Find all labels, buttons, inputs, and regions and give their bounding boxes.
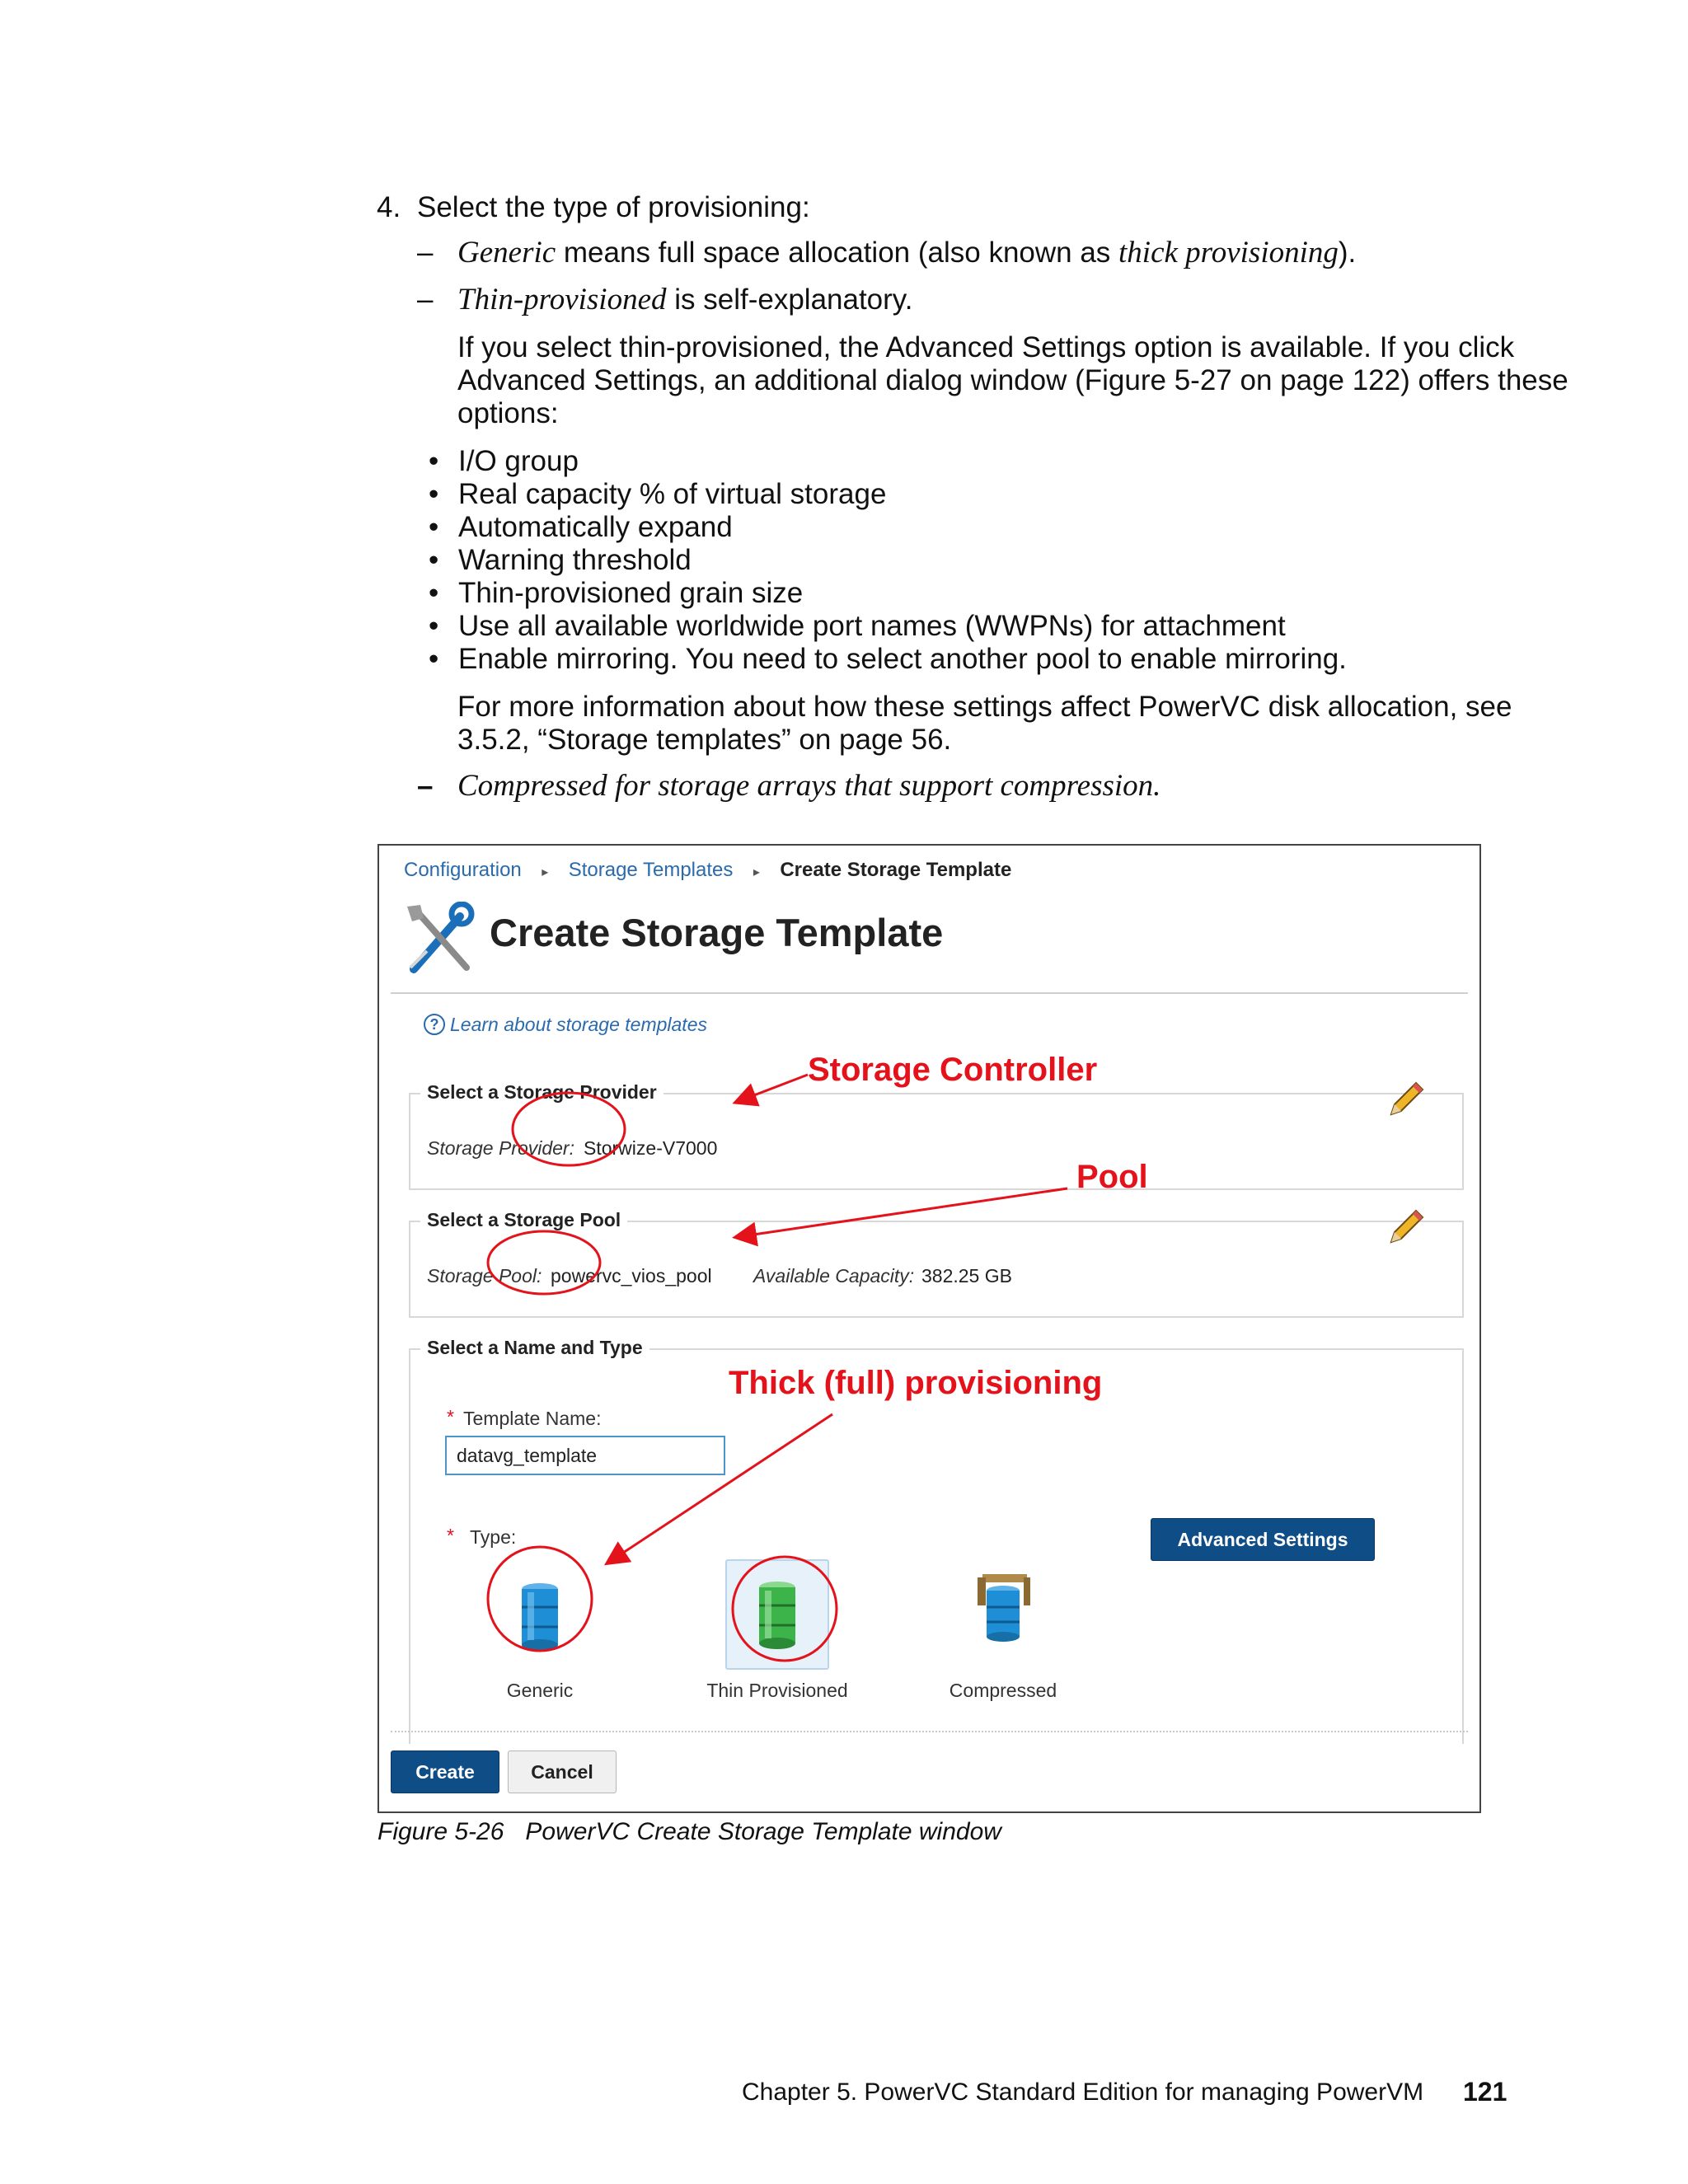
bullet-item: • Thin-provisioned grain size bbox=[458, 577, 803, 610]
capacity-label: Available Capacity: bbox=[753, 1265, 915, 1286]
term-thick: thick provisioning bbox=[1118, 236, 1339, 269]
breadcrumb-configuration[interactable]: Configuration bbox=[404, 859, 522, 881]
provider-legend: Select a Storage Provider bbox=[420, 1081, 663, 1104]
breadcrumb-current: Create Storage Template bbox=[780, 859, 1012, 881]
dash-3: – bbox=[417, 770, 434, 802]
type-thin-label[interactable]: Thin Provisioned bbox=[706, 1680, 848, 1701]
dash-item-generic: Generic means full space allocation (also known as thick provisioning). bbox=[457, 236, 1357, 269]
generic-highlight-circle bbox=[488, 1547, 592, 1651]
para1-line3: options: bbox=[457, 397, 559, 429]
breadcrumb-storage-templates[interactable]: Storage Templates bbox=[568, 859, 734, 881]
annotation-overlay bbox=[379, 846, 1481, 1813]
type-label: Type: bbox=[470, 1526, 517, 1548]
step-text: Select the type of provisioning: bbox=[417, 191, 810, 223]
page-number: 121 bbox=[1463, 2077, 1507, 2107]
annotation-storage-controller: Storage Controller bbox=[808, 1052, 1098, 1088]
required-mark: * bbox=[447, 1406, 454, 1427]
type-generic-label[interactable]: Generic bbox=[506, 1680, 574, 1701]
figure-frame bbox=[377, 844, 1481, 1813]
provider-label: Storage Provider: bbox=[427, 1137, 574, 1159]
name-type-legend: Select a Name and Type bbox=[420, 1337, 649, 1359]
term-generic: Generic bbox=[457, 236, 556, 269]
caption-label: Figure 5-26 bbox=[377, 1818, 504, 1845]
capacity-value: 382.25 GB bbox=[921, 1265, 1012, 1286]
cancel-button[interactable]: Cancel bbox=[508, 1750, 617, 1793]
thin-highlight-circle bbox=[733, 1557, 837, 1661]
annotation-thick: Thick (full) provisioning bbox=[729, 1365, 1103, 1401]
dash-2: – bbox=[417, 284, 434, 316]
bullet-item: • Warning threshold bbox=[458, 544, 692, 577]
footer-chapter: Chapter 5. PowerVC Standard Edition for managing PowerVM bbox=[742, 2079, 1424, 2106]
pool-value[interactable]: powervc_vios_pool bbox=[551, 1265, 712, 1286]
figure-caption bbox=[377, 1818, 1001, 1846]
bullet-item: • Real capacity % of virtual storage bbox=[458, 478, 886, 511]
template-name-label: Template Name: bbox=[463, 1408, 602, 1429]
pool-arrow bbox=[737, 1188, 1067, 1237]
bullet-item: • Automatically expand bbox=[458, 511, 733, 544]
advanced-settings-button[interactable]: Advanced Settings bbox=[1151, 1518, 1375, 1561]
pool-legend: Select a Storage Pool bbox=[420, 1209, 627, 1231]
storage-controller-arrow bbox=[737, 1075, 808, 1102]
caption-text: PowerVC Create Storage Template window bbox=[525, 1818, 1001, 1845]
para1-line1: If you select thin-provisioned, the Advanced Settings option is available. If you click bbox=[457, 331, 1515, 363]
para1-line2: Advanced Settings, an additional dialog window (Figure 5-27 on page 122) offers these bbox=[457, 364, 1568, 396]
para2-line2: 3.5.2, “Storage templates” on page 56. bbox=[457, 724, 952, 756]
bullet-item: • Use all available worldwide port names (WWPNs) for attachment bbox=[458, 610, 1286, 643]
help-link[interactable]: Learn about storage templates bbox=[450, 1014, 707, 1035]
page-title: Create Storage Template bbox=[490, 911, 944, 954]
required-mark: * bbox=[447, 1525, 454, 1546]
step-number: 4. bbox=[377, 191, 401, 223]
bullet-item: • I/O group bbox=[458, 445, 579, 478]
pool-highlight-circle bbox=[488, 1231, 600, 1294]
provider-highlight-circle bbox=[513, 1093, 625, 1165]
breadcrumb-separator-icon: ▸ bbox=[753, 865, 760, 879]
dash-item-thin: Thin-provisioned is self-explanatory. bbox=[457, 283, 913, 316]
dash-item-compressed: Compressed for storage arrays that support compression. bbox=[457, 769, 1161, 803]
bullet-item: • Enable mirroring. You need to select another pool to enable mirroring. bbox=[458, 643, 1347, 676]
thick-arrow bbox=[608, 1414, 832, 1563]
create-button[interactable]: Create bbox=[391, 1750, 499, 1793]
pool-label: Storage Pool: bbox=[427, 1265, 542, 1286]
annotation-pool: Pool bbox=[1076, 1159, 1148, 1195]
help-icon[interactable]: ? bbox=[424, 1014, 445, 1035]
para2-line1: For more information about how these settings affect PowerVC disk allocation, see bbox=[457, 691, 1512, 723]
dash-1: – bbox=[417, 237, 434, 269]
term-thin: Thin-provisioned bbox=[457, 283, 667, 316]
type-compressed-label[interactable]: Compressed bbox=[949, 1680, 1057, 1701]
provider-value[interactable]: Storwize-V7000 bbox=[584, 1137, 718, 1159]
breadcrumb-separator-icon: ▸ bbox=[542, 865, 549, 879]
